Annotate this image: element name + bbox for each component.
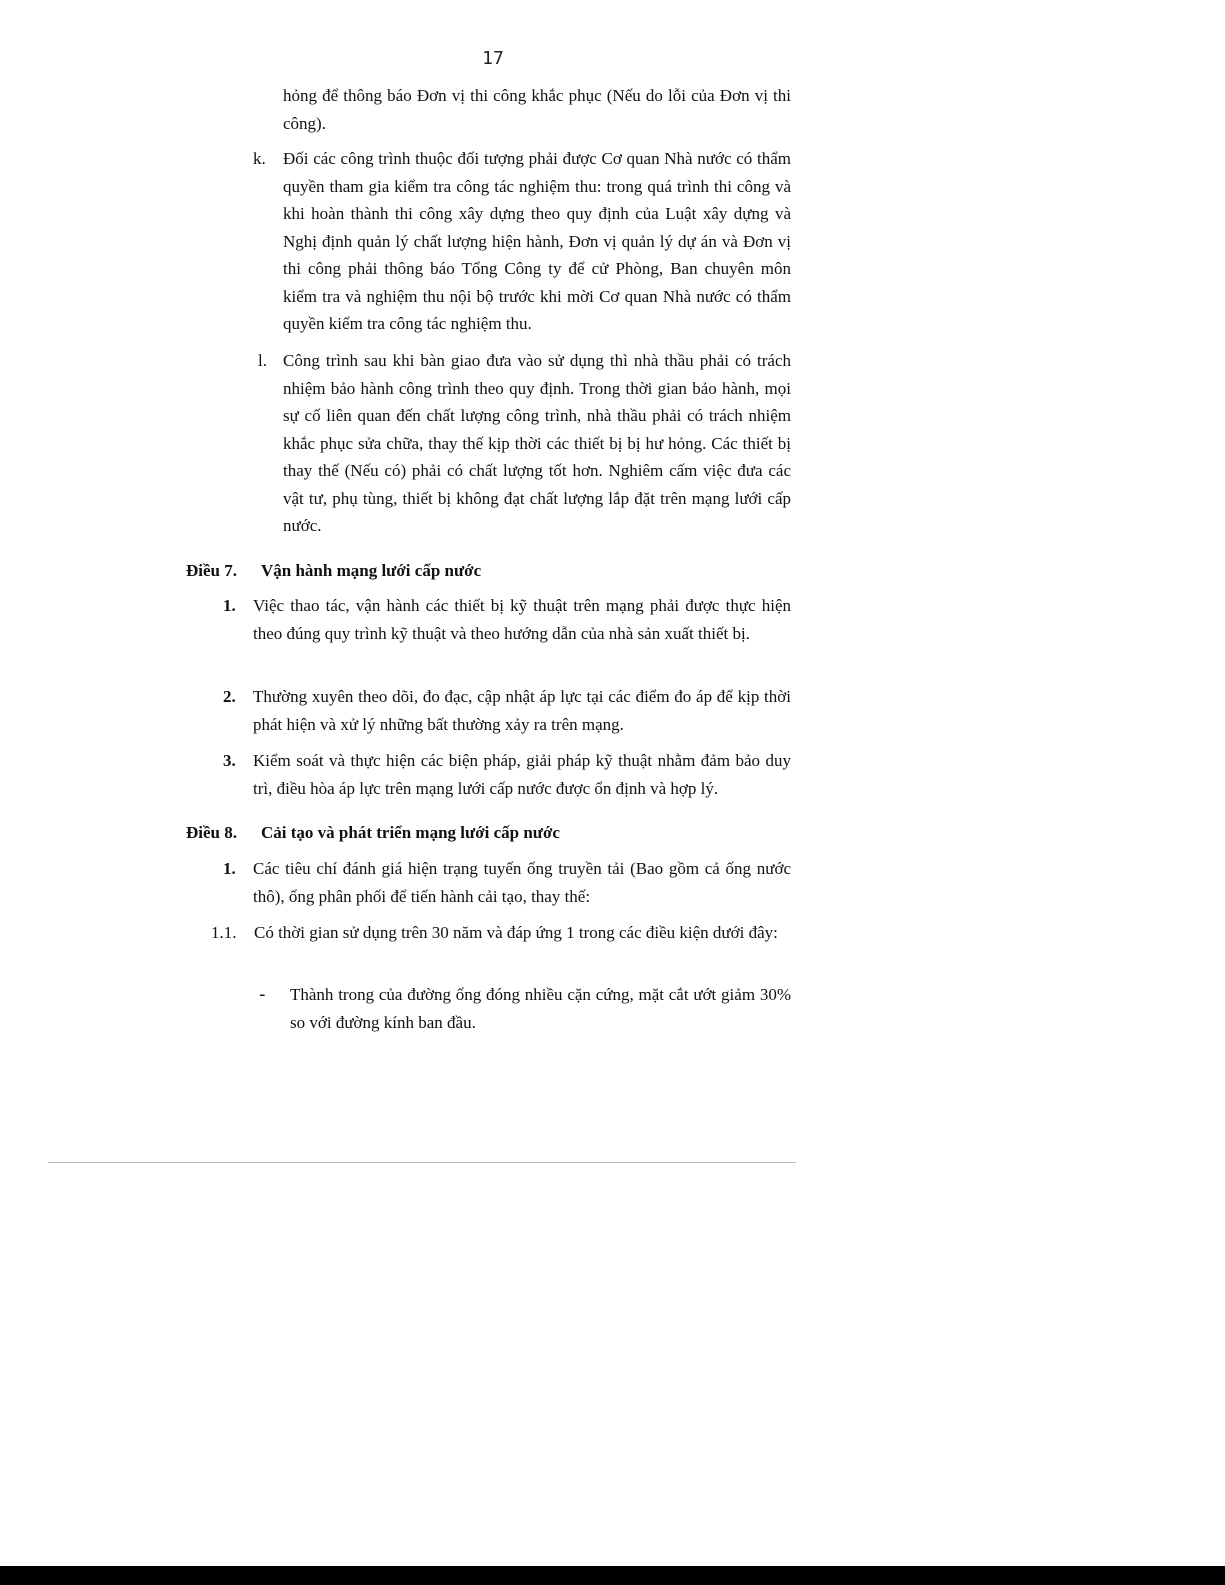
article-8-item-1-text: Các tiêu chí đánh giá hiện trạng tuyến ống truyền tải (Bao gồm cả ống nước thô), ống phân phối để tiến hành cải tạo, thay thế: <box>253 859 791 906</box>
article-7-item-1-text: Việc thao tác, vận hành các thiết bị kỹ thuật trên mạng phải được thực hiện theo đúng quy trình kỹ thuật và theo hướng dẫn của nhà sản xuất thiết bị. <box>253 596 791 643</box>
article-8-bullet-text: Thành trong của đường ống đóng nhiều cặn cứng, mặt cắt ướt giảm 30% so với đường kính ban đầu. <box>290 985 791 1032</box>
article-7-item-2-marker: 2. <box>223 687 236 706</box>
item-l-text: Công trình sau khi bàn giao đưa vào sử dụng thì nhà thầu phải có trách nhiệm bảo hành công trình theo quy định. Trong thời gian bảo hành, mọi sự cố liên quan đến chất lượng công trình, nhà thầu phải có trách nhiệm khắc phục sửa chữa, thay thế kịp thời các thiết bị bị hư hỏng. Các thiết bị thay thế (Nếu có) phải có chất lượng tốt hơn. Nghiêm cấm việc đưa các vật tư, phụ tùng, thiết bị không đạt chất lượng lắp đặt trên mạng lưới cấp nước. <box>283 351 791 535</box>
item-j-continuation: hỏng để thông báo Đơn vị thi công khắc phục (Nếu do lỗi của Đơn vị thi công). <box>283 86 791 133</box>
article-8-title: Cải tạo và phát triển mạng lưới cấp nước <box>261 823 560 842</box>
article-8-item-1-1-marker: 1.1. <box>211 923 237 942</box>
article-8-item-1-1-text: Có thời gian sử dụng trên 30 năm và đáp ứng 1 trong các điều kiện dưới đây: <box>254 923 778 942</box>
bullet-dash: - <box>259 984 266 1005</box>
article-7-item-1-marker: 1. <box>223 596 236 615</box>
article-7-item-2-text: Thường xuyên theo dõi, đo đạc, cập nhật áp lực tại các điểm đo áp để kịp thời phát hiện và xử lý những bất thường xảy ra trên mạng. <box>253 687 791 734</box>
article-7-item-3-marker: 3. <box>223 751 236 770</box>
article-7-number: Điều 7. <box>186 561 237 580</box>
article-8-item-1-marker: 1. <box>223 859 236 878</box>
article-7-title: Vận hành mạng lưới cấp nước <box>261 561 482 580</box>
item-k-marker: k. <box>253 149 266 168</box>
item-k-text: Đối các công trình thuộc đối tượng phải được Cơ quan Nhà nước có thẩm quyền tham gia kiểm tra công tác nghiệm thu: trong quá trình thi công và khi hoàn thành thi công xây dựng theo quy định của Luật xây dựng và Nghị định quản lý chất lượng hiện hành, Đơn vị quản lý dự án và Đơn vị thi công phải thông báo Tổng Công ty để cử Phòng, Ban chuyên môn kiểm tra và nghiệm thu nội bộ trước khi mời Cơ quan Nhà nước có thẩm quyền kiểm tra công tác nghiệm thu. <box>283 149 791 333</box>
item-l-marker: l. <box>258 351 267 370</box>
article-8-number: Điều 8. <box>186 823 237 842</box>
footer-divider <box>48 1162 796 1163</box>
article-7-item-3-text: Kiểm soát và thực hiện các biện pháp, giải pháp kỹ thuật nhằm đảm bảo duy trì, điều hòa áp lực trên mạng lưới cấp nước được ổn định và hợp lý. <box>253 751 791 798</box>
bottom-bar <box>0 1566 1225 1585</box>
page-number: 17 <box>482 48 504 69</box>
